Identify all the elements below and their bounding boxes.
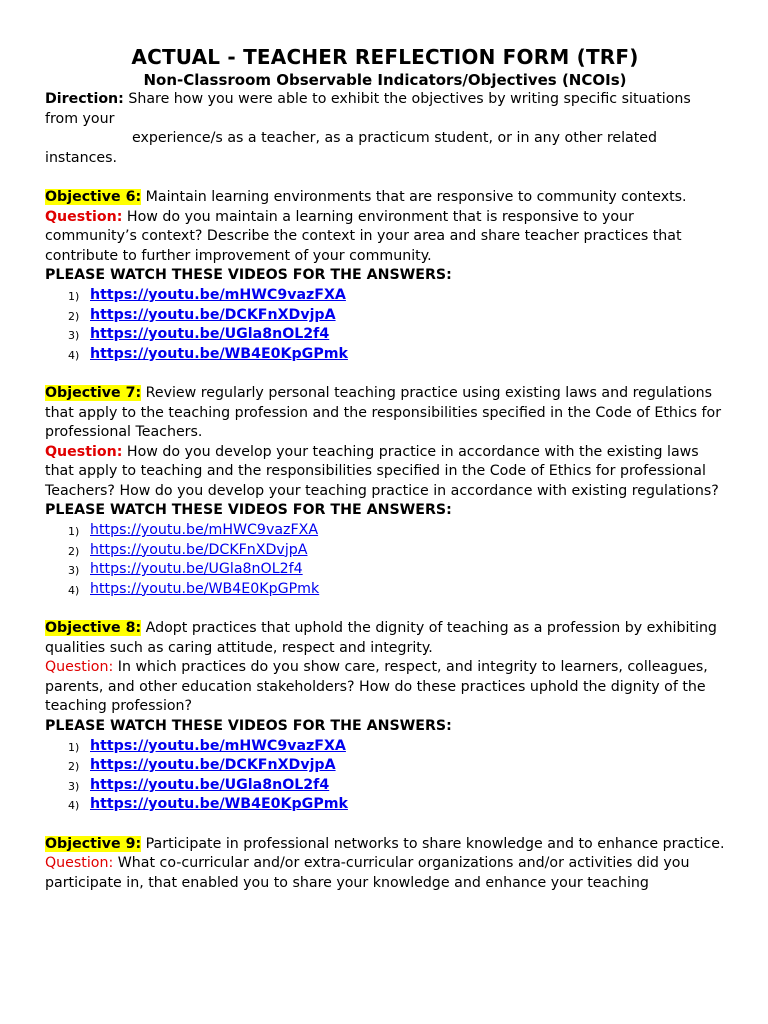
objective-9-statement [45,835,725,855]
list-number: 3) [68,779,80,793]
list-item [45,286,725,306]
objective-6-text: Maintain learning environments that are responsive to community contexts. [141,188,687,205]
video-link-list [45,286,725,364]
question-label: Question: [45,855,114,872]
spacer [45,168,725,188]
list-number: 4) [68,348,80,362]
list-item [45,795,725,815]
list-item [45,325,725,345]
question-text: In which practices do you show care, respect, and integrity to learners, colleagues, parents, and other education stakeholders? How do these practices uphold the dignity of the teaching profession? [45,659,708,715]
list-item [45,306,725,326]
question-text: How do you maintain a learning environment that is responsive to your community’s context? Describe the context in your area and share teacher practices that contribute to further improvement of your community. [45,208,682,264]
page-subtitle: Non-Classroom Observable Indicators/Objectives (NCOIs) [143,71,627,89]
video-link-list [45,737,725,815]
list-number: 4) [68,799,80,813]
objective-8-section [45,619,725,815]
video-link[interactable]: https://youtu.be/WB4E0KpGPmk [90,796,348,813]
objective-8-text: Adopt practices that uphold the dignity of teaching as a profession by exhibiting qualities such as caring attitude, respect and integrity. [45,620,717,656]
objective-6-label: Objective 6: [45,188,142,205]
video-link[interactable]: https://youtu.be/mHWC9vazFXA [90,737,346,754]
list-item [45,756,725,776]
list-number: 1) [68,525,80,539]
video-link[interactable]: https://youtu.be/UGla8nOL2f4 [90,776,330,793]
direction-label: Direction: [45,91,124,107]
document-page [45,44,725,893]
watch-videos-heading: PLEASE WATCH THESE VIDEOS FOR THE ANSWERS: [45,267,452,284]
list-item [45,345,725,365]
list-item [45,560,725,580]
list-number: 1) [68,289,80,303]
page-title: ACTUAL - TEACHER REFLECTION FORM (TRF) [131,45,639,69]
objective-9-section [45,835,725,894]
video-link[interactable]: https://youtu.be/WB4E0KpGPmk [90,345,348,362]
question-label: Question: [45,443,123,460]
objective-8-statement [45,619,725,658]
list-item [45,580,725,600]
list-item [45,737,725,757]
list-item [45,541,725,561]
objective-7-section [45,384,725,600]
objective-6-statement [45,188,725,208]
question-text: What co-curricular and/or extra-curricular organizations and/or activities did you participate in, that enabled you to share your knowledge and enhance your teaching [45,855,690,891]
direction-text: Share how you were able to exhibit the objectives by writing specific situations from your [45,91,691,127]
objective-6-question [45,208,725,267]
video-link[interactable]: https://youtu.be/DCKFnXDvjpA [90,757,336,774]
objective-7-question [45,443,725,502]
direction-continued: experience/s as a teacher, as a practicum student, or in any other related [132,130,658,147]
list-number: 2) [68,544,80,558]
objective-7-text: Review regularly personal teaching practice using existing laws and regulations that apply to the teaching profession and the responsibilities specified in the Code of Ethics for professional Teachers. [45,384,722,441]
spacer [45,815,725,835]
direction-paragraph [45,90,725,129]
list-item [45,521,725,541]
list-number: 2) [68,309,80,323]
list-number: 4) [68,583,80,597]
objective-7-statement [45,384,725,443]
video-link[interactable]: https://youtu.be/WB4E0KpGPmk [90,580,320,597]
objective-9-text: Participate in professional networks to share knowledge and to enhance practice. [141,835,725,852]
video-link[interactable]: https://youtu.be/DCKFnXDvjpA [90,306,336,323]
objective-9-label: Objective 9: [45,835,142,852]
video-link[interactable]: https://youtu.be/mHWC9vazFXA [90,522,319,539]
list-number: 3) [68,329,80,343]
video-link[interactable]: https://youtu.be/UGla8nOL2f4 [90,561,303,578]
video-link[interactable]: https://youtu.be/mHWC9vazFXA [90,286,346,303]
objective-8-label: Objective 8: [45,620,142,637]
watch-videos-heading: PLEASE WATCH THESE VIDEOS FOR THE ANSWERS: [45,502,452,519]
video-link-list [45,521,725,599]
list-item [45,776,725,796]
list-number: 3) [68,564,80,578]
direction-end: instances. [45,149,118,166]
question-text: How do you develop your teaching practice in accordance with the existing laws that apply to teaching and the responsibilities specified in the Code of Ethics for professional Teachers? How do you develop your teaching practice in accordance with existing regulations? [45,443,719,499]
question-label: Question: [45,208,123,225]
objective-7-label: Objective 7: [45,384,142,401]
spacer [45,599,725,619]
objective-9-question [45,854,725,893]
objective-6-section [45,188,725,364]
video-link[interactable]: https://youtu.be/DCKFnXDvjpA [90,541,308,558]
list-number: 2) [68,760,80,774]
list-number: 1) [68,740,80,754]
question-label: Question: [45,659,114,676]
spacer [45,364,725,384]
watch-videos-heading: PLEASE WATCH THESE VIDEOS FOR THE ANSWERS: [45,718,452,734]
objective-8-question [45,658,725,717]
video-link[interactable]: https://youtu.be/UGla8nOL2f4 [90,326,330,343]
